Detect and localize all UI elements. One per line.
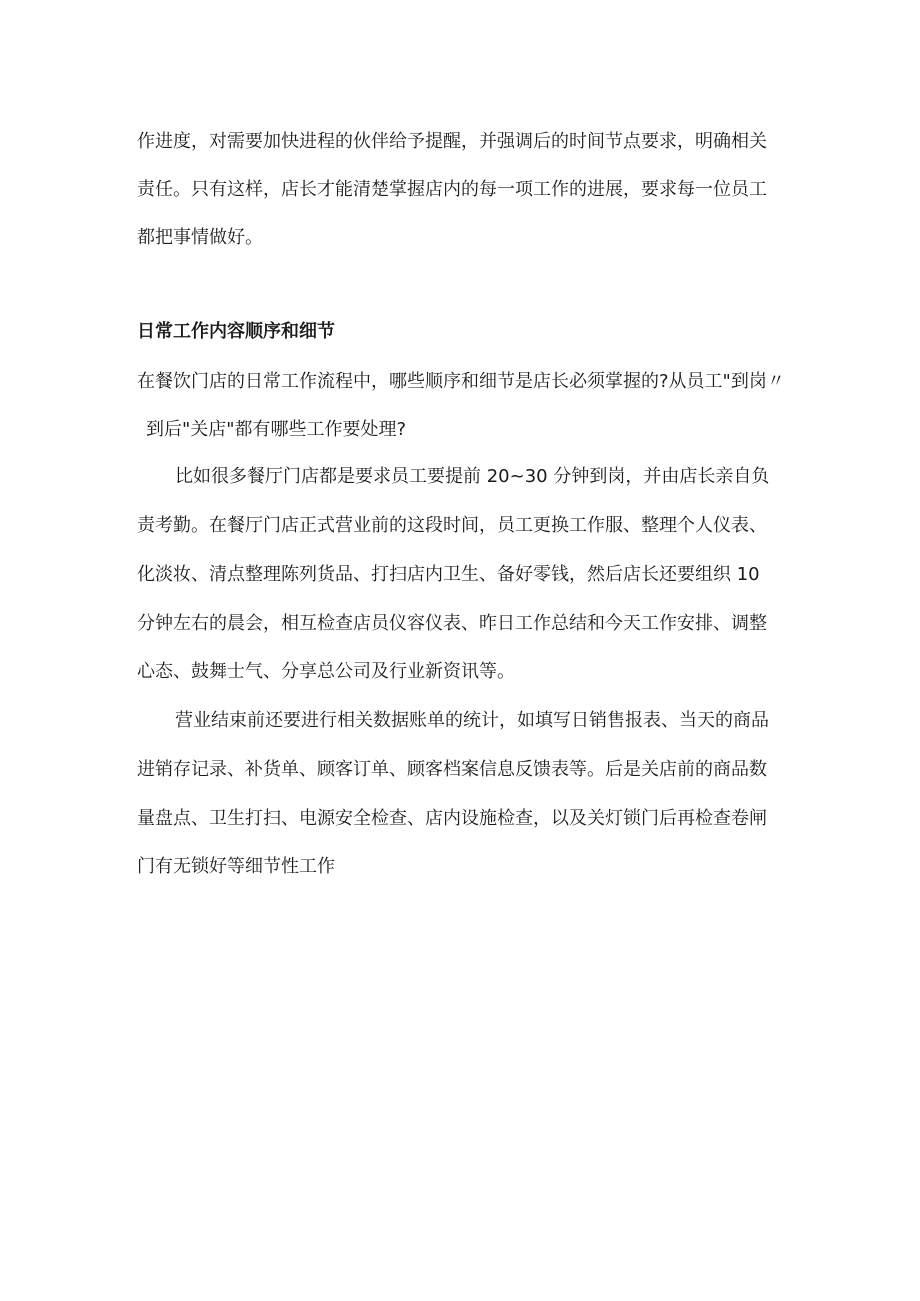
- paragraph-line: 分钟左右的晨会，相互检查店员仪容仪表、昨日工作总结和今天工作安排、调整: [137, 613, 767, 634]
- paragraph-line: 都把事情做好。: [137, 227, 263, 248]
- paragraph-line: 作进度，对需要加快进程的伙伴给予提醒，并强调后的时间节点要求，明确相关: [137, 131, 767, 152]
- paragraph-line: 营业结束前还要进行相关数据账单的统计，如填写日销售报表、当天的商品: [175, 710, 769, 731]
- paragraph-line: 责任。只有这样，店长才能清楚掌握店内的每一项工作的进展，要求每一位员工: [137, 179, 767, 200]
- paragraph-line: 门有无锁好等细节性工作: [137, 856, 335, 877]
- paragraph-line: 化淡妆、清点整理陈列货品、打扫店内卫生、备好零钱，然后店长还要组织 10: [137, 564, 760, 585]
- paragraph-line: 进销存记录、补货单、顾客订单、顾客档案信息反馈表等。后是关店前的商品数: [137, 759, 767, 780]
- paragraph-line: 责考勤。在餐厅门店正式营业前的这段时间，员工更换工作服、整理个人仪表、: [137, 515, 767, 536]
- section-heading: 日常工作内容顺序和细节: [137, 321, 335, 342]
- paragraph-line: 量盘点、卫生打扫、电源安全检查、店内设施检查，以及关灯锁门后再检查卷闸: [137, 808, 767, 829]
- paragraph-line: 到后"关店"都有哪些工作要处理?: [146, 419, 407, 440]
- paragraph-line: 在餐饮门店的日常工作流程中，哪些顺序和细节是店长必须掌握的?从员工"到岗〃: [137, 371, 785, 392]
- paragraph-line: 比如很多餐厅门店都是要求员工要提前 20~30 分钟到岗，并由店长亲自负: [175, 466, 770, 487]
- paragraph-line: 心态、鼓舞士气、分享总公司及行业新资讯等。: [137, 661, 515, 682]
